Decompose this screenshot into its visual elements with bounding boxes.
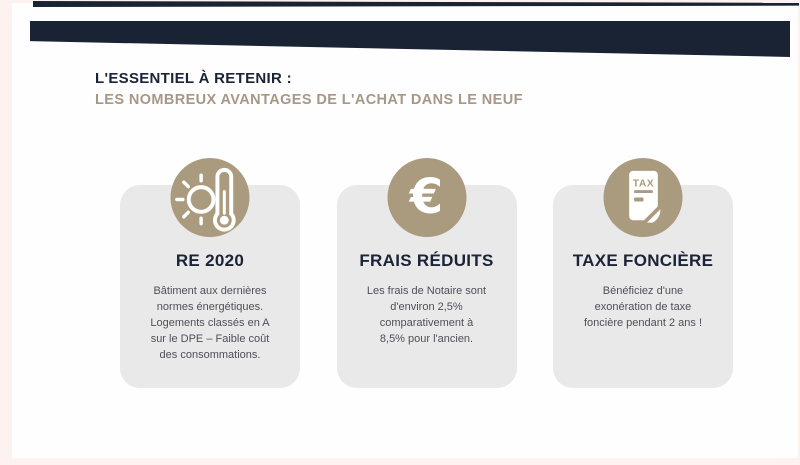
card-title: FRAIS RÉDUITS <box>359 251 494 270</box>
card-title: TAXE FONCIÈRE <box>572 251 714 270</box>
card-title: RE 2020 <box>175 251 245 270</box>
card-re2020 <box>120 185 300 388</box>
page-title: L'ESSENTIEL À RETENIR : <box>95 70 292 87</box>
card-taxe-fonciere <box>553 178 733 388</box>
benefit-cards-row <box>120 169 733 388</box>
svg-text:TAX: TAX <box>632 178 655 190</box>
card-body: Bénéficiez d'une exonération de taxe foncière pendant 2 ans ! <box>583 285 703 329</box>
euro-symbol: € <box>409 169 444 225</box>
thermometer-sun-icon <box>171 158 250 237</box>
card-body: Les frais de Notaire sont d'environ 2,5% comparativement à 8,5% pour l'ancien. <box>366 285 487 345</box>
card-body: Bâtiment aux dernières normes énergétiques. Logements classés en A sur le DPE – Faible coût des consommations. <box>150 285 270 361</box>
card-frais-reduits <box>337 169 517 388</box>
tax-document-icon <box>604 158 683 237</box>
euro-icon <box>387 158 466 237</box>
page-subtitle: LES NOMBREUX AVANTAGES DE L'ACHAT DANS LE NEUF <box>95 92 523 108</box>
